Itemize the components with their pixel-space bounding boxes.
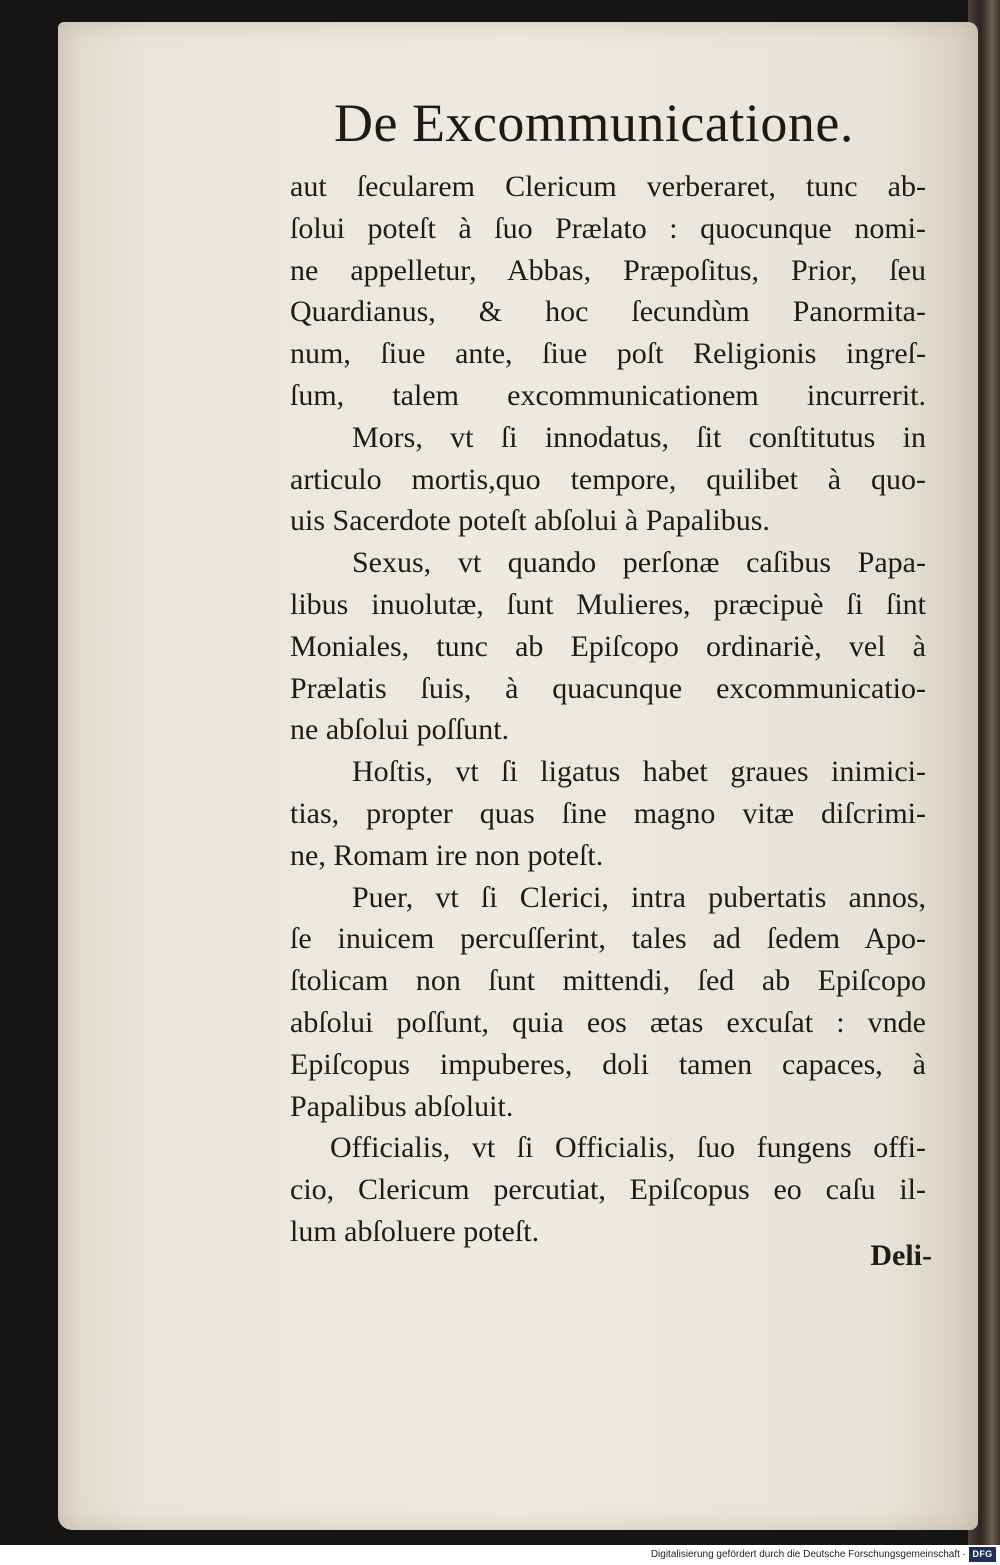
text-line: Moniales, tunc ab Epiſcopo ordinariè, vel à (290, 629, 926, 663)
text-line: ne, Romam ire non poteſt. (290, 838, 604, 872)
dfg-logo: DFG (969, 1547, 996, 1562)
paragraph (290, 877, 926, 1128)
paragraph (290, 1127, 926, 1252)
text-line: ſolui poteſt à ſuo Prælato : quocunque nomi- (290, 211, 926, 245)
text-line: tias, propter quas ſine magno vitæ diſcrimi- (290, 796, 926, 830)
text-line: Hoſtis, vt ſi ligatus habet graues inimici- (352, 755, 926, 789)
text-line: Mors, vt ſi innodatus, ſit conſtitutus in (352, 420, 926, 454)
text-line: Prælatis ſuis, à quacunque excommunicatio- (290, 671, 926, 705)
text-line: Papalibus abſoluit. (290, 1089, 514, 1123)
text-line: ne abſolui poſſunt. (290, 713, 510, 747)
text-line: ſtolicam non ſunt mittendi, ſed ab Epiſcopo (290, 964, 926, 998)
paragraph (290, 751, 926, 876)
text-line: libus inuolutæ, ſunt Mulieres, præcipuè ſi ſint (290, 587, 926, 621)
text-line: ſum, talem excommunicationem incurrerit. (290, 378, 926, 412)
text-line: cio, Clericum percutiat, Epiſcopus eo caſu il- (290, 1173, 926, 1207)
text-line: articulo mortis,quo tempore, quilibet à quo- (290, 462, 926, 496)
text-line: Quardianus, & hoc ſecundùm Panormita- (290, 295, 926, 329)
text-line: aut ſecularem Clericum verberaret, tunc ab- (290, 170, 926, 203)
text-line: Sexus, vt quando perſonæ caſibus Papa- (352, 546, 926, 580)
text-line: uis Sacerdote poteſt abſolui à Papalibus. (290, 504, 770, 538)
running-head: De Excommunicatione. (334, 93, 854, 153)
text-line: Puer, vt ſi Clerici, intra pubertatis annos, (352, 880, 926, 914)
text-line: ne appelletur, Abbas, Præpoſitus, Prior, ſeu (290, 253, 926, 287)
body-text (290, 166, 926, 1253)
text-line: Epiſcopus impuberes, doli tamen capaces, à (290, 1047, 926, 1081)
text-line: num, ſiue ante, ſiue poſt Religionis ingreſ- (290, 337, 926, 371)
text-line: lum abſoluere poteſt. (290, 1214, 540, 1248)
paragraph (290, 166, 926, 417)
paragraph (290, 542, 926, 751)
catchword: Deli- (870, 1239, 932, 1272)
text-line: abſolui poſſunt, quia eos ætas excuſat : vnde (290, 1005, 926, 1039)
text-line: Officialis, vt ſi Officialis, ſuo fungens offi- (330, 1131, 926, 1165)
text-line: ſe inuicem percuſſerint, tales ad ſedem Apo- (290, 922, 926, 956)
funding-credit: Digitalisierung gefördert durch die Deutsche Forschungsgemeinschaft · (650, 1549, 966, 1560)
paragraph (290, 417, 926, 542)
